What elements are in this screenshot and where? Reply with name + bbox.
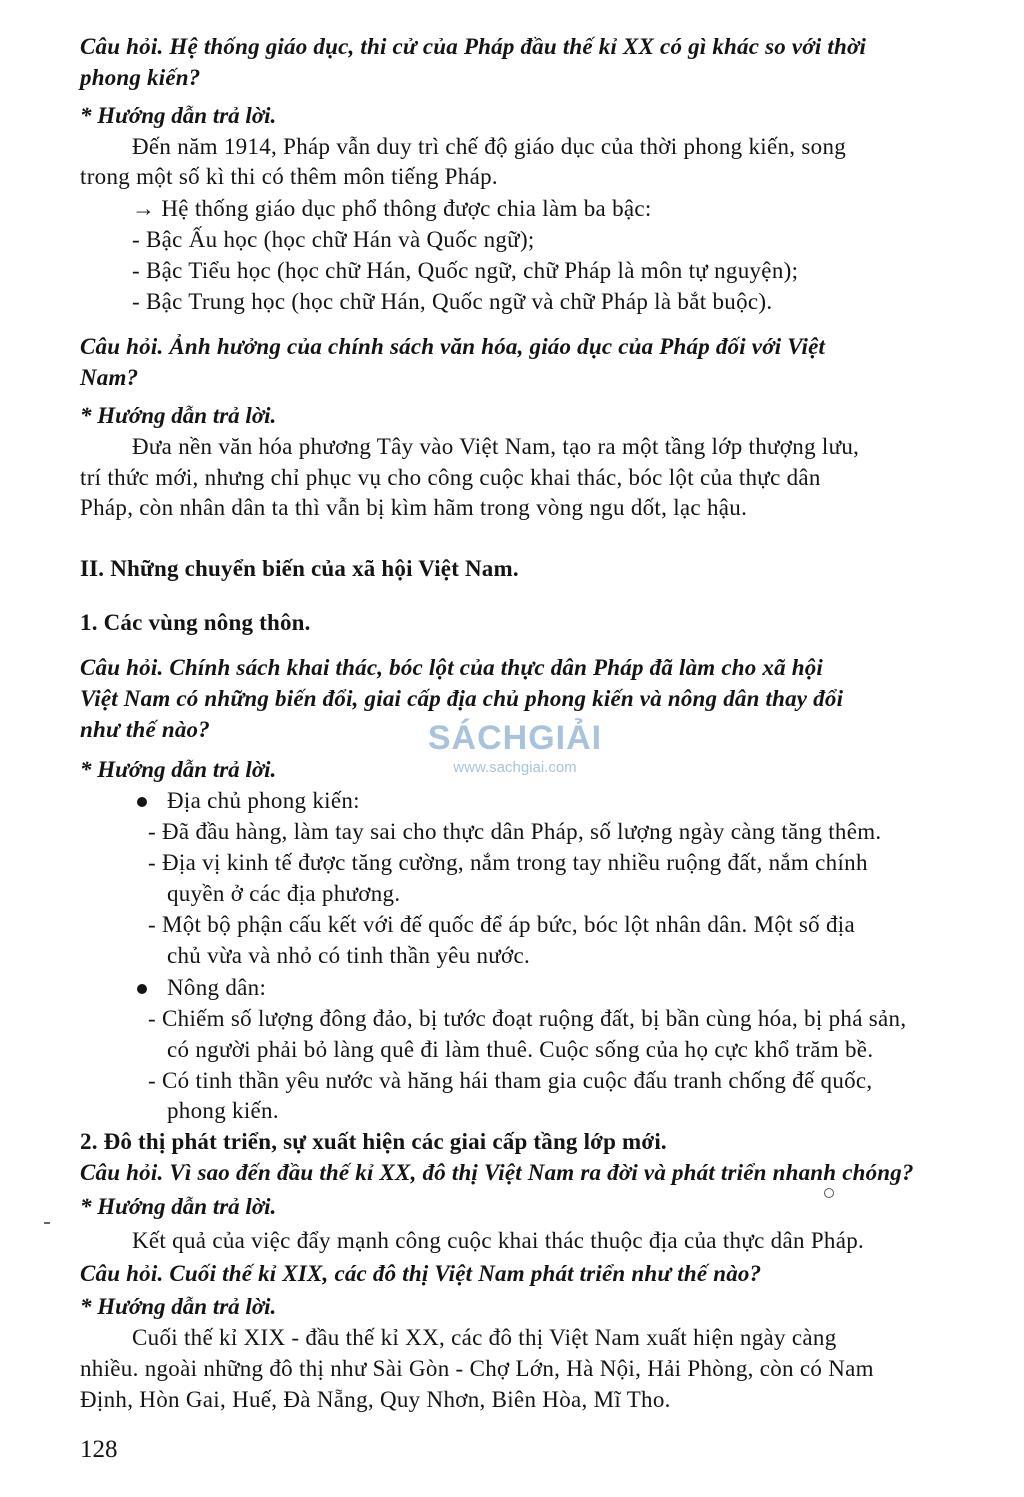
answer-1-line-6: - Bậc Trung học (học chữ Hán, Quốc ngữ và chữ Pháp là bắt buộc). [132, 289, 773, 314]
answer-heading-3: * Hướng dẫn trả lời. [80, 757, 277, 782]
scan-speck [824, 1188, 834, 1198]
bullet-landlords: Địa chủ phong kiến: [167, 788, 360, 813]
question-1-line-2: phong kiến? [80, 65, 201, 90]
question-1-line-1: Câu hỏi. Hệ thống giáo dục, thi cử của Pháp đầu thế kỉ XX có gì khác so với thời [80, 34, 867, 59]
question-4: Câu hỏi. Vì sao đến đầu thế kỉ XX, đô thị Việt Nam ra đời và phát triển nhanh chóng? [80, 1160, 914, 1185]
landlords-point-2-cont: quyền ở các địa phương. [167, 881, 401, 906]
watermark-logo: SÁCHGIẢI [427, 719, 603, 757]
answer-1-line-1: Đến năm 1914, Pháp vẫn duy trì chế độ giáo dục của thời phong kiến, song [132, 134, 847, 159]
peasants-point-1: - Chiếm số lượng đông đảo, bị tước đoạt ruộng đất, bị bần cùng hóa, bị phá sản, [148, 1006, 907, 1031]
watermark-url: www.sachgiai.com [453, 759, 577, 776]
answer-2-line-3: Pháp, còn nhân dân ta thì vẫn bị kìm hãm trong vòng ngu dốt, lạc hậu. [80, 495, 748, 520]
page-number: 128 [80, 1436, 118, 1463]
answer-heading-4: * Hướng dẫn trả lời. [80, 1194, 277, 1219]
question-2-line-2: Nam? [80, 365, 139, 390]
question-5: Câu hỏi. Cuối thế kỉ XIX, các đô thị Việt Nam phát triển như thế nào? [80, 1261, 762, 1286]
subsection-heading-2: 2. Đô thị phát triển, sự xuất hiện các giai cấp tầng lớp mới. [80, 1129, 667, 1154]
question-3-line-3: như thế nào? [80, 717, 210, 742]
answer-2-line-2: trí thức mới, nhưng chỉ phục vụ cho công cuộc khai thác, bóc lột của thực dân [80, 465, 821, 490]
answer-5-line-2: nhiều. ngoài những đô thị như Sài Gòn - Chợ Lớn, Hà Nội, Hải Phòng, còn có Nam [80, 1356, 874, 1381]
question-3-line-2: Việt Nam có những biến đổi, giai cấp địa chủ phong kiến và nông dân thay đổi [80, 686, 844, 711]
answer-4: Kết quả của việc đẩy mạnh công cuộc khai thác thuộc địa của thực dân Pháp. [132, 1228, 865, 1253]
landlords-point-2: - Địa vị kinh tế được tăng cường, nắm trong tay nhiều ruộng đất, nắm chính [148, 850, 868, 875]
bullet-peasants: Nông dân: [167, 975, 267, 1000]
answer-heading-2: * Hướng dẫn trả lời. [80, 403, 277, 428]
answer-5-line-3: Định, Hòn Gai, Huế, Đà Nẵng, Quy Nhơn, Biên Hòa, Mĩ Tho. [80, 1387, 671, 1412]
question-3-line-1: Câu hỏi. Chính sách khai thác, bóc lột của thực dân Pháp đã làm cho xã hội [80, 655, 823, 680]
answer-1-line-3: → Hệ thống giáo dục phổ thông được chia làm ba bậc: [132, 196, 652, 221]
answer-2-line-1: Đưa nền văn hóa phương Tây vào Việt Nam, tạo ra một tầng lớp thượng lưu, [132, 434, 860, 459]
peasants-point-2-cont: phong kiến. [167, 1098, 279, 1123]
bullet-icon [137, 797, 147, 807]
answer-heading-1: * Hướng dẫn trả lời. [80, 103, 277, 128]
scan-tick [44, 1222, 50, 1224]
watermark [410, 718, 620, 778]
peasants-point-2: - Có tinh thần yêu nước và hăng hái tham gia cuộc đấu tranh chống đế quốc, [148, 1068, 873, 1093]
landlords-point-3: - Một bộ phận cấu kết với đế quốc để áp bức, bóc lột nhân dân. Một số địa [148, 912, 855, 937]
subsection-heading-1: 1. Các vùng nông thôn. [80, 610, 311, 635]
bullet-icon [137, 984, 147, 994]
section-heading-2: II. Những chuyển biến của xã hội Việt Nam. [80, 556, 519, 581]
landlords-point-1: - Đã đầu hàng, làm tay sai cho thực dân Pháp, số lượng ngày càng tăng thêm. [148, 819, 882, 844]
answer-1-line-5: - Bậc Tiểu học (học chữ Hán, Quốc ngữ, chữ Pháp là môn tự nguyện); [132, 258, 799, 283]
peasants-point-1-cont: có người phải bỏ làng quê đi làm thuê. Cuộc sống của họ cực khổ trăm bề. [167, 1037, 874, 1062]
answer-1-line-2: trong một số kì thi có thêm môn tiếng Pháp. [80, 164, 498, 189]
landlords-point-3-cont: chủ vừa và nhỏ có tinh thần yêu nước. [167, 943, 531, 968]
question-2-line-1: Câu hỏi. Ảnh hưởng của chính sách văn hóa, giáo dục của Pháp đối với Việt [80, 334, 826, 359]
answer-heading-5: * Hướng dẫn trả lời. [80, 1294, 277, 1319]
answer-1-line-4: - Bậc Ấu học (học chữ Hán và Quốc ngữ); [132, 227, 535, 252]
answer-5-line-1: Cuối thế kỉ XIX - đầu thế kỉ XX, các đô thị Việt Nam xuất hiện ngày càng [132, 1325, 837, 1350]
